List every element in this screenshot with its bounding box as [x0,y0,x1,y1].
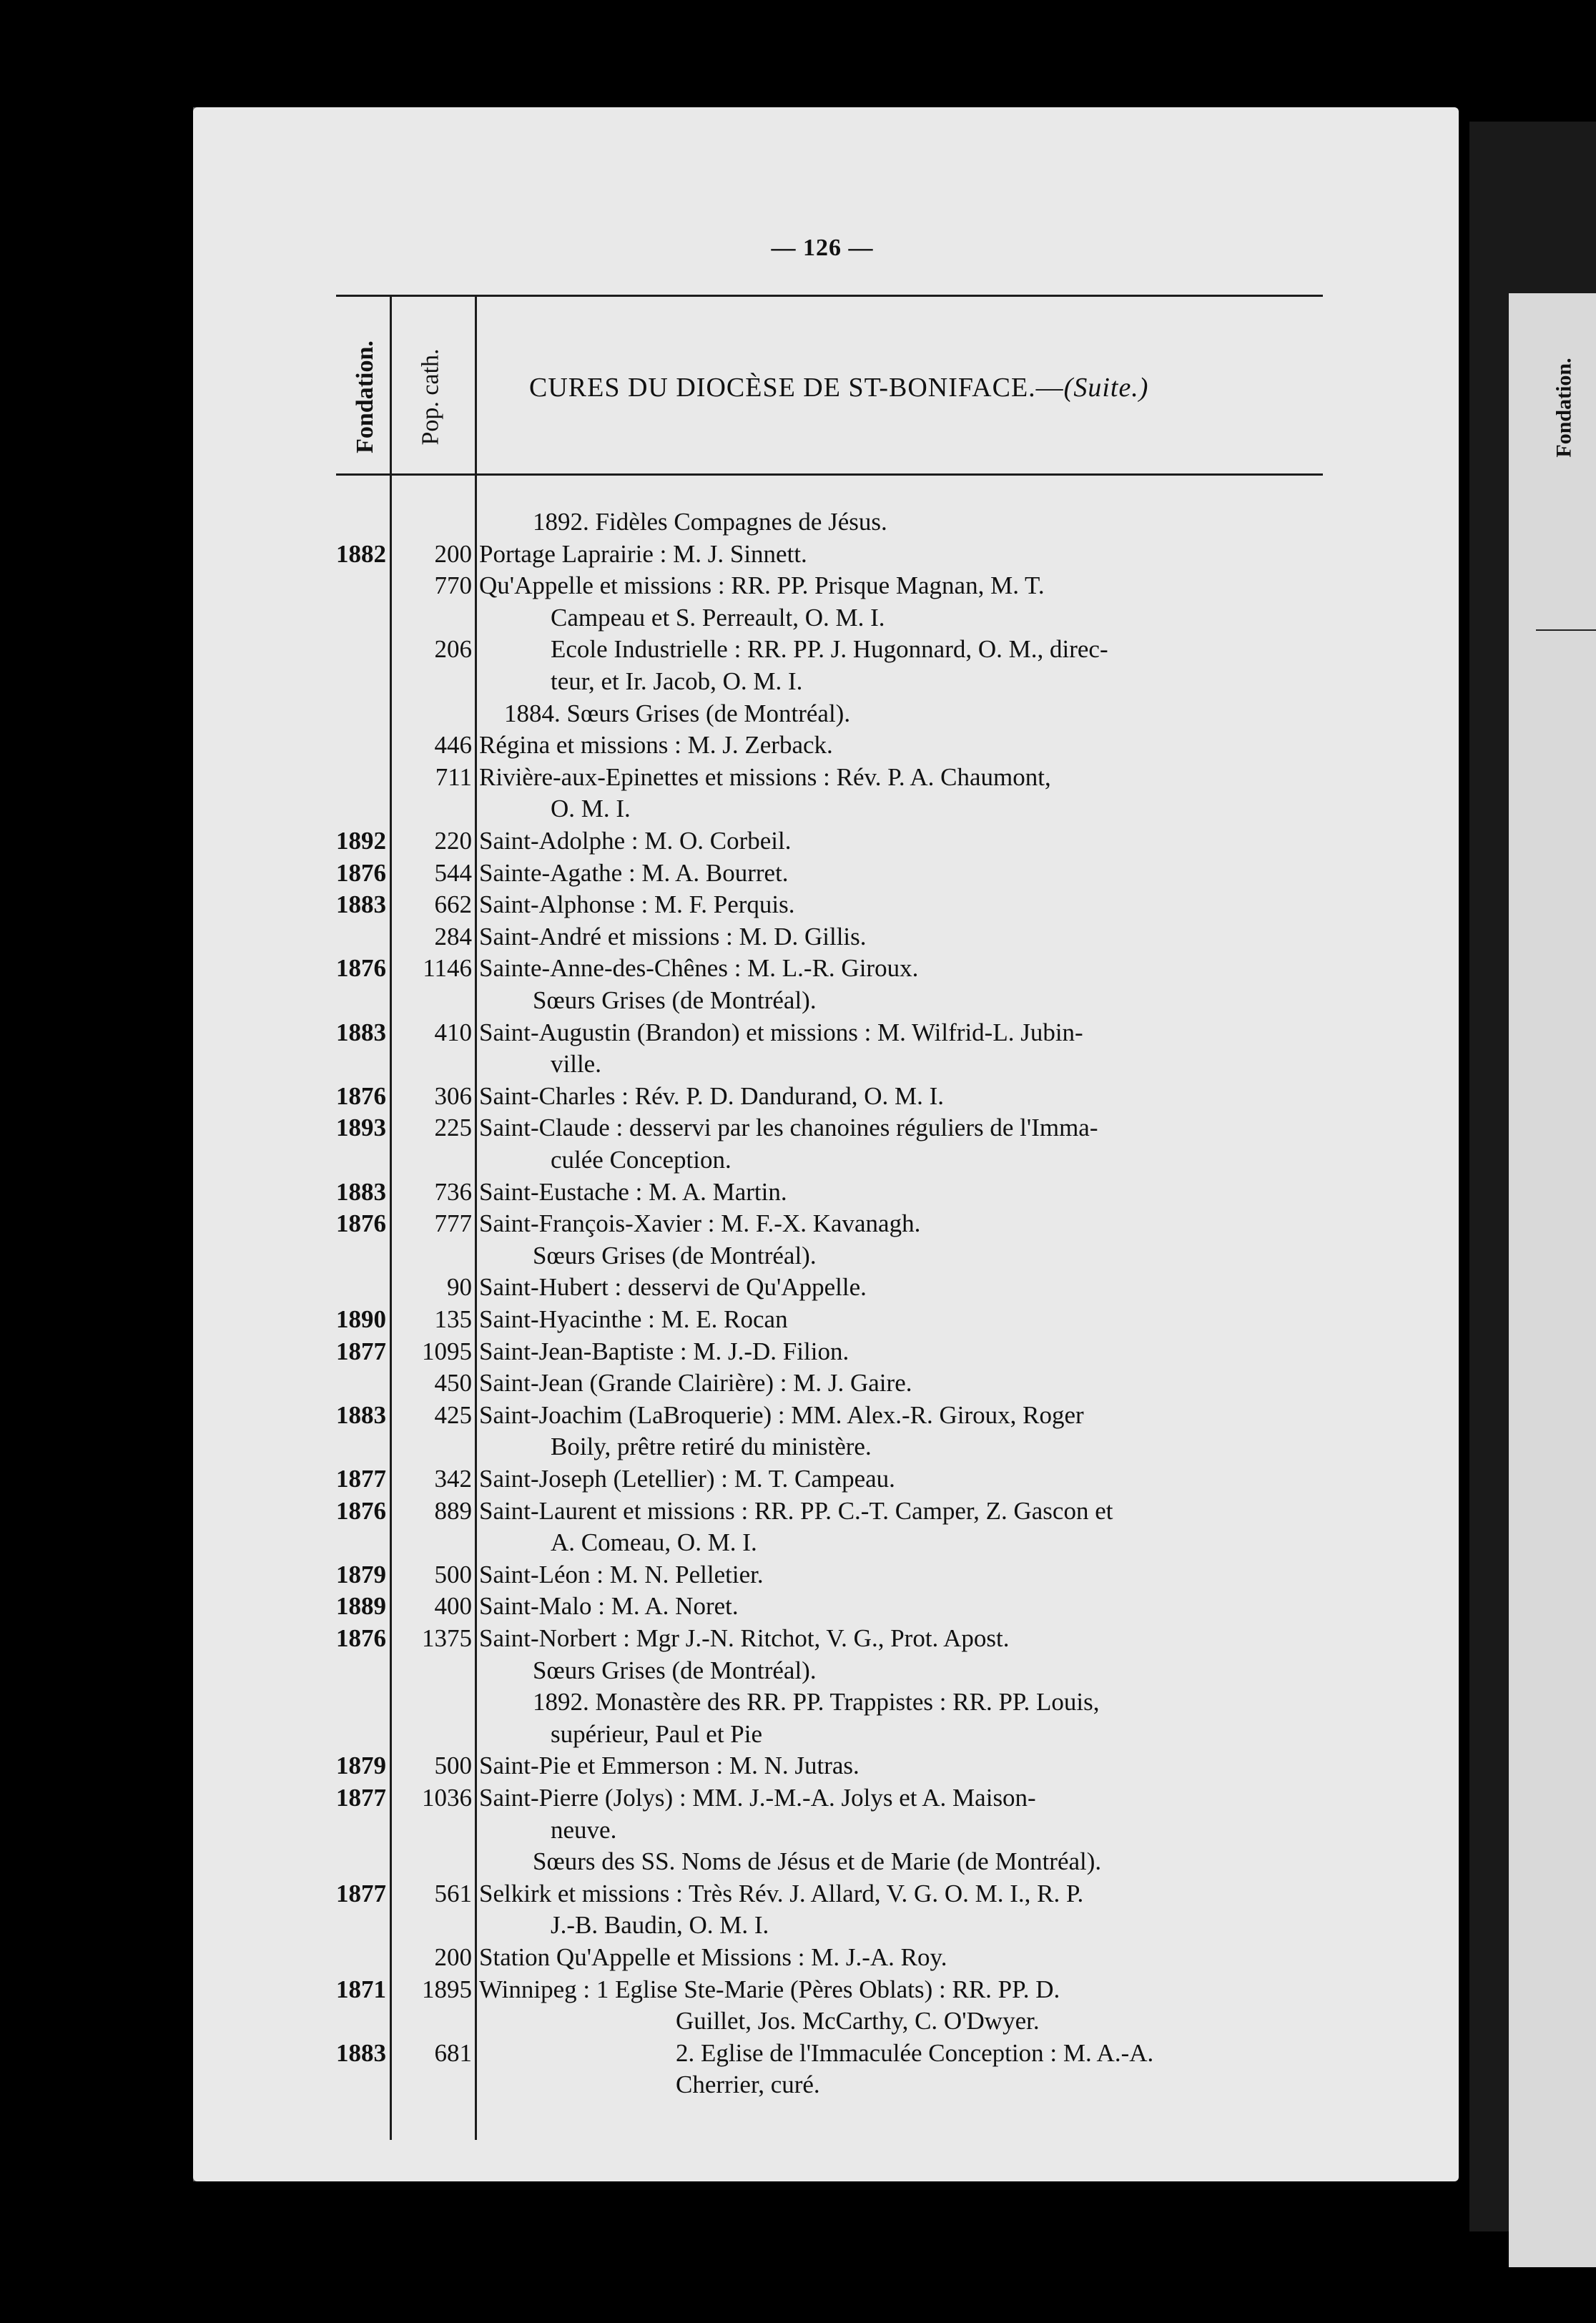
table-row [0,889,1430,920]
table-row [0,762,1430,793]
table-row [0,1527,1430,1558]
table-row [0,2005,1430,2037]
table-row [0,1814,1430,1846]
table-row [0,1208,1430,1239]
population-count: 306 [434,1081,472,1110]
table-row [0,1496,1430,1527]
table-row [0,793,1430,825]
population-count: 770 [434,571,472,600]
parish-entry-text: Selkirk et missions : Très Rév. J. Allard, V. G. O. M. I., R. P. [479,1879,1084,1907]
parish-entry-text: Saint-François-Xavier : M. F.-X. Kavanagh. [479,1209,921,1238]
population-count: 225 [434,1114,472,1142]
table-row [0,1942,1430,1973]
table-row [0,1081,1430,1112]
table-row [0,1367,1430,1399]
table-row [0,858,1430,889]
population-count: 561 [434,1879,472,1907]
parish-entry-text: Sœurs Grises (de Montréal). [533,1241,817,1269]
table-row [0,698,1430,730]
table-row [0,1017,1430,1048]
table-row [0,921,1430,953]
fondation-year: 1889 [336,1592,386,1621]
fondation-year: 1883 [336,890,386,919]
population-count: 1036 [422,1784,472,1812]
population-count: 889 [434,1496,472,1525]
table-row [0,1878,1430,1910]
fondation-year: 1871 [336,1975,386,2003]
population-count: 284 [434,922,472,951]
fondation-year: 1877 [336,1337,386,1365]
parish-entry-text: ville. [551,1050,601,1079]
parish-entry-text: Saint-Pierre (Jolys) : MM. J.-M.-A. Jolys et A. Maison- [479,1784,1036,1812]
parish-entry-text: Saint-Laurent et missions : RR. PP. C.-T. Camper, Z. Gascon et [479,1496,1113,1525]
parish-entry-text: Winnipeg : 1 Eglise Ste-Marie (Pères Oblats) : RR. PP. D. [479,1975,1060,2003]
table-row [0,539,1430,570]
parish-entry-text: Saint-Charles : Rév. P. D. Dandurand, O. M. I. [479,1081,945,1110]
table-row [0,730,1430,761]
fondation-year: 1890 [336,1305,386,1333]
fondation-year: 1876 [336,1496,386,1525]
population-count: 342 [434,1465,472,1493]
parish-entry-text: 1892. Monastère des RR. PP. Trappistes : RR. PP. Louis, [533,1688,1100,1717]
parish-entry-text: Saint-Léon : M. N. Pelletier. [479,1560,764,1588]
population-count: 736 [434,1177,472,1206]
parish-entry-text: Station Qu'Appelle et Missions : M. J.-A. Roy. [479,1943,947,1971]
parish-entry-text: supérieur, Paul et Pie [551,1719,763,1748]
table-row [0,1686,1430,1718]
parish-entry-text: Sainte-Agathe : M. A. Bourret. [479,858,789,887]
parish-entry-text: O. M. I. [551,795,631,823]
fondation-year: 1876 [336,1209,386,1238]
parish-entry-text: Saint-Hubert : desservi de Qu'Appelle. [479,1273,867,1302]
table-row [0,1559,1430,1591]
parish-entry-text: Rivière-aux-Epinettes et missions : Rév. P. A. Chaumont, [479,762,1051,791]
table-row [0,1048,1430,1080]
parish-entry-text: 1892. Fidèles Compagnes de Jésus. [533,508,887,536]
parish-entry-text: Saint-Eustache : M. A. Martin. [479,1177,787,1206]
parish-entry-text: Campeau et S. Perreault, O. M. I. [551,603,885,632]
table-row [0,1304,1430,1335]
parish-entry-text: Saint-Malo : M. A. Noret. [479,1592,739,1621]
population-count: 400 [434,1592,472,1621]
fondation-year: 1876 [336,1081,386,1110]
table-row [0,1431,1430,1463]
parish-entry-text: Ecole Industrielle : RR. PP. J. Hugonnard, O. M., direc- [551,635,1108,664]
table-row [0,985,1430,1016]
population-count: 500 [434,1560,472,1588]
parish-entry-text: Qu'Appelle et missions : RR. PP. Prisque Magnan, M. T. [479,571,1045,600]
parish-entry-text: Sainte-Anne-des-Chênes : M. L.-R. Giroux. [479,954,919,983]
facing-page-rule [1536,629,1596,631]
table-row [0,1750,1430,1782]
table-row [0,1400,1430,1431]
table-row [0,1655,1430,1686]
fondation-year: 1876 [336,954,386,983]
parish-entry-text: Saint-Norbert : Mgr J.-N. Ritchot, V. G., Prot. Apost. [479,1624,1010,1652]
table-row [0,1623,1430,1654]
population-count: 1895 [422,1975,472,2003]
parish-entry-text: Boily, prêtre retiré du ministère. [551,1433,872,1461]
table-row [0,1463,1430,1495]
parish-entry-text: Sœurs Grises (de Montréal). [533,1656,817,1684]
population-count: 544 [434,858,472,887]
parish-entry-text: Saint-Adolphe : M. O. Corbeil. [479,827,792,855]
table-row [0,1782,1430,1814]
parish-entry-text: Saint-Jean-Baptiste : M. J.-D. Filion. [479,1337,849,1365]
table-title-main: CURES DU DIOCÈSE DE ST-BONIFACE.— [529,373,1064,403]
fondation-year: 1879 [336,1560,386,1588]
table-row [0,1336,1430,1367]
parish-entry-text: Portage Laprairie : M. J. Sinnett. [479,539,807,568]
fondation-year: 1892 [336,827,386,855]
facing-page-fondation-header: Fondation. [1552,358,1576,458]
table-row [0,953,1430,984]
fondation-year: 1883 [336,1018,386,1046]
population-count: 135 [434,1305,472,1333]
population-count: 1146 [423,954,472,983]
fondation-year: 1879 [336,1752,386,1780]
population-count: 425 [434,1400,472,1429]
population-count: 777 [434,1209,472,1238]
parish-entry-text: Saint-Claude : desservi par les chanoines réguliers de l'Imma- [479,1114,1098,1142]
population-count: 200 [434,1943,472,1971]
table-row [0,1144,1430,1176]
parish-entry-text: Guillet, Jos. McCarthy, C. O'Dwyer. [676,2007,1040,2035]
table-row [0,506,1430,538]
population-count: 662 [434,890,472,919]
parish-entry-text: Saint-Pie et Emmerson : M. N. Jutras. [479,1752,859,1780]
table-row [0,1974,1430,2005]
population-count: 711 [435,762,472,791]
parish-entry-text: neuve. [551,1815,617,1844]
fondation-year: 1877 [336,1784,386,1812]
parish-entry-text: 1884. Sœurs Grises (de Montréal). [504,699,851,727]
fondation-year: 1883 [336,2038,386,2067]
table-row [0,825,1430,857]
fondation-year: 1876 [336,858,386,887]
fondation-year: 1882 [336,539,386,568]
header-bottom-rule [336,473,1323,476]
table-row [0,2038,1430,2069]
population-count: 500 [434,1752,472,1780]
population-count: 1095 [422,1337,472,1365]
population-count: 446 [434,731,472,760]
parish-entry-text: Sœurs des SS. Noms de Jésus et de Marie (de Montréal). [533,1847,1102,1876]
header-top-rule [336,295,1323,297]
parish-entry-text: culée Conception. [551,1146,732,1174]
page-number: — 126 — [771,235,874,261]
parish-entry-text: 2. Eglise de l'Immaculée Conception : M. A.-A. [676,2038,1154,2067]
parish-entry-text: Cherrier, curé. [676,2071,820,2099]
parish-entry-text: Saint-Joachim (LaBroquerie) : MM. Alex.-R. Giroux, Roger [479,1400,1084,1429]
parish-entry-text: Saint-Joseph (Letellier) : M. T. Campeau. [479,1465,895,1493]
population-count: 1375 [422,1624,472,1652]
fondation-year: 1883 [336,1177,386,1206]
population-column-header: Pop. cath. [418,348,445,446]
table-title [529,372,1387,403]
population-count: 410 [434,1018,472,1046]
parish-entry-text: Saint-André et missions : M. D. Gillis. [479,922,867,951]
parish-entry-text: Saint-Augustin (Brandon) et missions : M. Wilfrid-L. Jubin- [479,1018,1083,1046]
fondation-column-header: Fondation. [352,340,379,453]
table-row [0,1591,1430,1622]
table-row [0,634,1430,665]
parish-entry-text: Sœurs Grises (de Montréal). [533,986,817,1014]
parish-entry-text: Saint-Jean (Grande Clairière) : M. J. Gaire. [479,1369,912,1398]
table-row [0,1272,1430,1303]
parish-entry-text: A. Comeau, O. M. I. [551,1528,757,1557]
table-row [0,666,1430,697]
population-count: 206 [434,635,472,664]
facing-page-column [1509,293,1596,2267]
fondation-year: 1883 [336,1400,386,1429]
population-count: 90 [447,1273,472,1302]
table-row [0,1177,1430,1208]
table-row [0,1112,1430,1144]
table-row [0,1910,1430,1941]
parish-entry-text: Saint-Alphonse : M. F. Perquis. [479,890,795,919]
parish-entry-text: Saint-Hyacinthe : M. E. Rocan [479,1305,788,1333]
parish-entry-text: teur, et Ir. Jacob, O. M. I. [551,667,803,695]
table-row [0,2069,1430,2101]
population-count: 681 [434,2038,472,2067]
table-title-suffix: (Suite.) [1063,373,1149,403]
population-count: 450 [434,1369,472,1398]
parish-entry-text: Régina et missions : M. J. Zerback. [479,731,833,760]
table-row [0,1240,1430,1272]
table-row [0,1846,1430,1877]
table-row [0,602,1430,634]
table-row [0,1719,1430,1750]
population-count: 200 [434,539,472,568]
population-count: 220 [434,827,472,855]
fondation-year: 1893 [336,1114,386,1142]
parish-entry-text: J.-B. Baudin, O. M. I. [551,1911,769,1940]
table-row [0,570,1430,601]
fondation-year: 1876 [336,1624,386,1652]
fondation-year: 1877 [336,1879,386,1907]
fondation-year: 1877 [336,1465,386,1493]
